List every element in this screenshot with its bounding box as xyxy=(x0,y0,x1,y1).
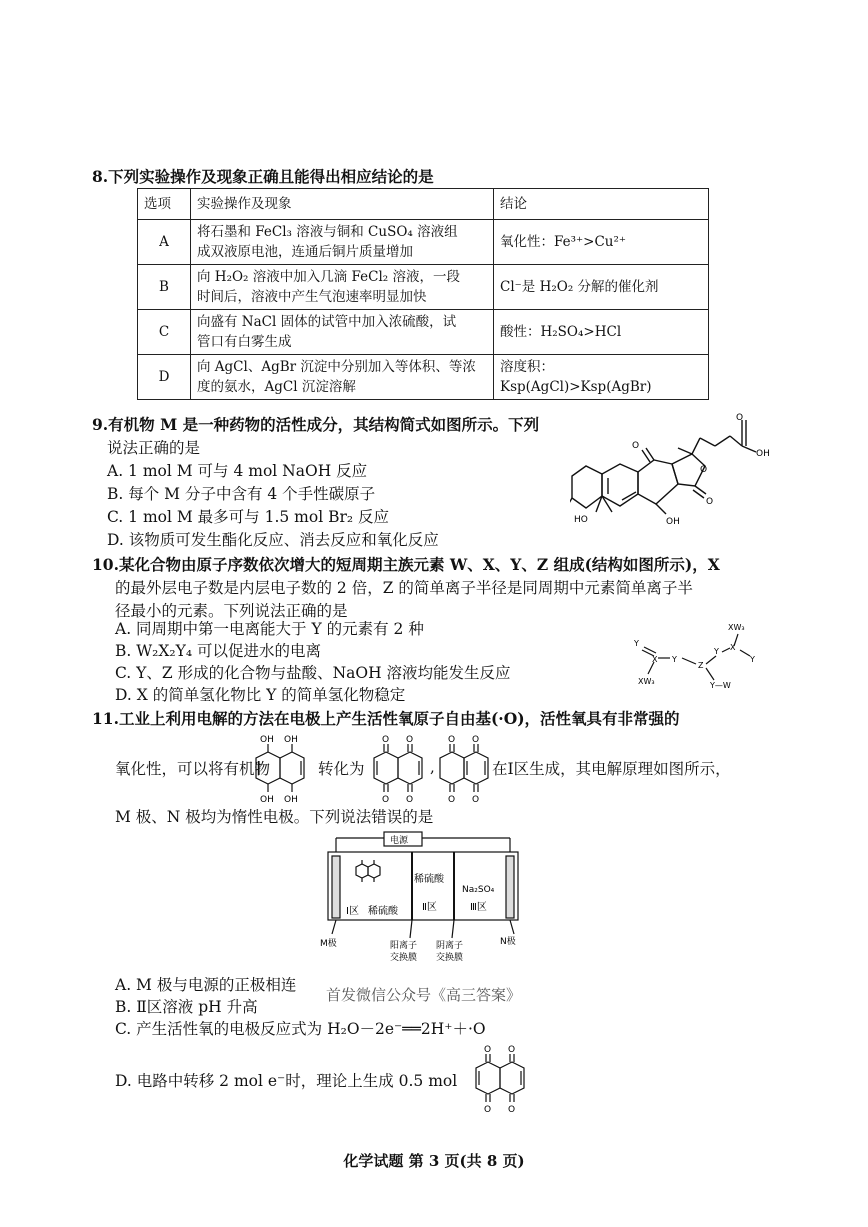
naphthodiquinone-structure xyxy=(370,730,430,810)
y3-label: Y xyxy=(714,647,719,656)
zone3-solution-label: Na₂SO₄ xyxy=(462,885,495,895)
o-label: O xyxy=(406,795,414,805)
x1-label: X xyxy=(652,655,658,664)
ketone-o-label: O xyxy=(632,441,640,451)
comma-separator: , xyxy=(430,758,435,776)
y1-label: Y xyxy=(634,639,639,648)
o-label: O xyxy=(382,795,390,805)
operation-b xyxy=(191,265,494,310)
q9-option-d: D. 该物质可发生酯化反应、消去反应和氧化反应 xyxy=(107,531,439,549)
header-conclusion: 结论 xyxy=(494,189,709,220)
xw3-bottom-label: XW₃ xyxy=(638,677,655,686)
o-label: O xyxy=(484,1045,492,1055)
page-footer: 化学试题 第 3 页(共 8 页) xyxy=(343,1152,525,1170)
operation-d xyxy=(191,355,494,400)
q11-line2-part3: 在Ⅰ区生成，其电解原理如图所示， xyxy=(492,760,731,778)
zone2-solution-label: 稀硫酸 xyxy=(414,874,444,885)
acid-oh-label: OH xyxy=(756,449,770,459)
option-a: A xyxy=(138,220,191,265)
q8-stem: 8.下列实验操作及现象正确且能得出相应结论的是 xyxy=(92,167,434,186)
conclusion-d: 溶度积：Ksp(AgCl)>Ksp(AgBr) xyxy=(494,355,709,400)
o-label: O xyxy=(448,735,456,745)
q10-option-b: B. W₂X₂Y₄ 可以促进水的电离 xyxy=(115,642,322,660)
table-row xyxy=(138,310,709,355)
q11-line2-part2: 转化为 xyxy=(318,760,365,778)
o-label: O xyxy=(484,1105,492,1115)
operation-c xyxy=(191,310,494,355)
operation-c-line2: 管口有白雾生成 xyxy=(197,334,292,350)
table-row xyxy=(138,265,709,310)
header-option: 选项 xyxy=(138,189,191,220)
anion-membrane-label: 阴离子 xyxy=(436,941,464,951)
q9-option-c: C. 1 mol M 最多可与 1.5 mol Br₂ 反应 xyxy=(107,508,390,526)
option-c: C xyxy=(138,310,191,355)
q10-option-c: C. Y、Z 形成的化合物与盐酸、NaOH 溶液均能发生反应 xyxy=(115,664,511,682)
oh-label: OH xyxy=(260,795,274,805)
header-operation: 实验操作及现象 xyxy=(191,189,494,220)
zone2-label: Ⅱ区 xyxy=(422,902,437,913)
q9-structure xyxy=(570,408,770,533)
operation-b-line1: 向 H₂O₂ 溶液中加入几滴 FeCl₂ 溶液，一段 xyxy=(197,269,461,285)
option-d: D xyxy=(138,355,191,400)
n-electrode-label: N极 xyxy=(500,937,516,947)
q9-option-a: A. 1 mol M 可与 4 mol NaOH 反应 xyxy=(107,462,368,480)
yw-label: Y—W xyxy=(710,681,731,690)
lactone-o-label: O xyxy=(706,497,714,507)
o-label: O xyxy=(508,1045,516,1055)
q10-option-d: D. X 的简单氢化物比 Y 的简单氢化物稳定 xyxy=(115,686,406,704)
ring-o-label: O xyxy=(700,465,708,475)
electrolysis-diagram xyxy=(318,830,528,970)
zone1-label: Ⅰ区 xyxy=(346,906,359,917)
acid-o-label: O xyxy=(736,413,744,423)
q8-table xyxy=(137,188,709,400)
o-label: O xyxy=(472,795,480,805)
xw3-top-label: XW₃ xyxy=(728,623,745,632)
cation-membrane-label-2: 交换膜 xyxy=(390,953,418,963)
q11-option-b: B. Ⅱ区溶液 pH 升高 xyxy=(115,998,258,1016)
conclusion-b: Cl⁻是 H₂O₂ 分解的催化剂 xyxy=(494,265,709,310)
naphthodiquinone-structure-d xyxy=(472,1040,532,1120)
q9-stem-line1: 9.有机物 M 是一种药物的活性成分，其结构简式如图所示。下列 xyxy=(92,415,540,434)
conclusion-a: 氧化性：Fe³⁺>Cu²⁺ xyxy=(494,220,709,265)
table-row xyxy=(138,355,709,400)
o-label: O xyxy=(508,1105,516,1115)
q11-option-a: A. M 极与电源的正极相连 xyxy=(115,976,297,994)
o-label: O xyxy=(382,735,390,745)
operation-b-line2: 时间后，溶液中产生气泡速率明显加快 xyxy=(197,289,427,305)
m-electrode-label: M极 xyxy=(320,939,337,949)
q10-stem-line2: 的最外层电子数是内层电子数的 2 倍，Z 的简单离子半径是同周期中元素简单离子半 xyxy=(115,579,693,597)
q10-structure xyxy=(630,612,770,692)
conclusion-c: 酸性：H₂SO₄>HCl xyxy=(494,310,709,355)
cation-membrane-label: 阳离子 xyxy=(390,941,418,951)
operation-a-line2: 成双液原电池，连通后铜片质量增加 xyxy=(197,244,413,260)
q10-stem-line3: 径最小的元素。下列说法正确的是 xyxy=(115,602,348,620)
watermark-text: 首发微信公众号《高三答案》 xyxy=(326,986,522,1004)
power-label: 电源 xyxy=(390,836,409,846)
oh-label: OH xyxy=(284,735,298,745)
q11-line2-part1: 氧化性，可以将有机物 xyxy=(115,760,271,778)
q11-option-d: D. 电路中转移 2 mol e⁻时，理论上生成 0.5 mol xyxy=(115,1072,458,1090)
zone1-solution-label: 稀硫酸 xyxy=(368,906,398,917)
anion-membrane-label-2: 交换膜 xyxy=(436,953,464,963)
oh-right-label: OH xyxy=(666,517,680,527)
q9-stem-line2: 说法正确的是 xyxy=(107,439,201,457)
ho-left-label: HO xyxy=(574,515,588,525)
oh-label: OH xyxy=(260,735,274,745)
y4-label: Y xyxy=(750,655,755,664)
tetrahydroxynaphthalene-structure xyxy=(248,730,318,810)
x2-label: X xyxy=(730,643,736,652)
table-row xyxy=(138,220,709,265)
zone3-label: Ⅲ区 xyxy=(470,902,487,913)
o-label: O xyxy=(406,735,414,745)
naphthoquinone-structure xyxy=(436,730,496,810)
q10-option-a: A. 同周期中第一电离能大于 Y 的元素有 2 种 xyxy=(115,620,424,638)
q9-option-b: B. 每个 M 分子中含有 4 个手性碳原子 xyxy=(107,485,376,503)
option-b: B xyxy=(138,265,191,310)
operation-c-line1: 向盛有 NaCl 固体的试管中加入浓硫酸，试 xyxy=(197,314,457,330)
operation-a-line1: 将石墨和 FeCl₃ 溶液与铜和 CuSO₄ 溶液组 xyxy=(197,224,458,240)
y2-label: Y xyxy=(672,655,677,664)
operation-a xyxy=(191,220,494,265)
z-label: Z xyxy=(698,661,704,670)
oh-label: OH xyxy=(284,795,298,805)
o-label: O xyxy=(472,735,480,745)
q11-line1: 11.工业上利用电解的方法在电极上产生活性氧原子自由基(·O)，活性氧具有非常强的 xyxy=(92,709,680,728)
q11-option-c: C. 产生活性氧的电极反应式为 H₂O－2e⁻══2H⁺＋·O xyxy=(115,1020,486,1038)
q10-stem-line1: 10.某化合物由原子序数依次增大的短周期主族元素 W、X、Y、Z 组成(结构如图所示)，X xyxy=(92,555,720,574)
q11-line3: M 极、N 极均为惰性电极。下列说法错误的是 xyxy=(115,808,434,826)
operation-d-line2: 度的氨水，AgCl 沉淀溶解 xyxy=(197,379,356,395)
operation-d-line1: 向 AgCl、AgBr 沉淀中分别加入等体积、等浓 xyxy=(197,359,476,375)
o-label: O xyxy=(448,795,456,805)
